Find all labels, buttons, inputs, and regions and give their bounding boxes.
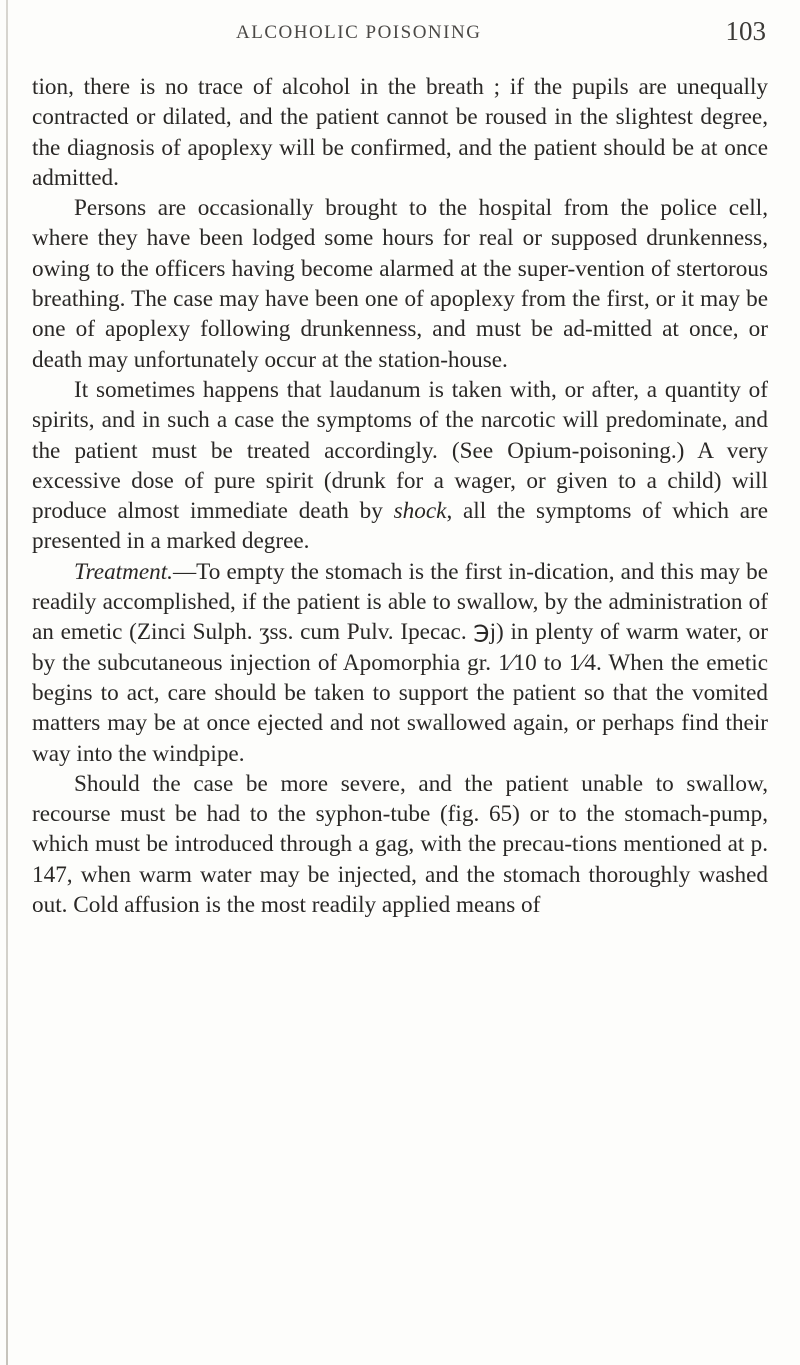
italic-term-shock: shock (393, 498, 447, 525)
body-text (32, 72, 768, 920)
page-number: 103 (725, 16, 766, 46)
paragraph-laudanum-text: It sometimes happens that laudanum is taken with, or after, a quantity of spirits, and in such a case the symptoms of the narcotic will predominate, and the patient must be treated accordingly. (See Opium-poisoning.) A very excessive dose of pure spirit (drunk for a wager, or given to a child) will produce almost immediate death by (32, 376, 768, 525)
paragraph-laudanum-tail: , all the symptoms of which are presented in a marked degree. (32, 498, 768, 555)
running-title: ALCOHOLIC POISONING (236, 22, 482, 43)
paragraph-treatment (32, 557, 768, 769)
paragraph-continuation: tion, there is no trace of alcohol in the breath ; if the pupils are unequally contracted or dilated, and the patient cannot be roused in the slightest degree, the diagnosis of apoplexy will be confirmed, and the patient should be at once admitted. (32, 74, 768, 191)
paragraph-police-cell: Persons are occasionally brought to the hospital from the police cell, where they have been lodged some hours for real or supposed drunkenness, owing to the officers having become alarmed at the super-vention of stertorous breathing. The case may have been one of apoplexy from the first, or it may be one of apoplexy following drunkenness, and must be ad-mitted at once, or death may unfortunately occur at the station-house. (32, 195, 768, 373)
paragraph-treatment-text: —To empty the stomach is the first in-dication, and this may be readily accomplished, if the patient is able to swallow, by the administration of an emetic (Zinci Sulph. ʒss. cum Pulv. Ipecac. ℈j) in plenty of warm water, or by the subcutaneous injection of Apomorphia gr. 1⁄10 to 1⁄4. When the emetic begins to act, care should be taken to support the patient so that the vomited matters may be at once ejected and not swallowed again, or perhaps find their way into the windpipe. (32, 558, 768, 767)
treatment-heading: Treatment. (74, 558, 173, 585)
page-header (236, 16, 766, 52)
page-gutter-edge (6, 0, 8, 1365)
paragraph-severe-case: Should the case be more severe, and the patient unable to swallow, recourse must be had to the syphon-tube (fig. 65) or to the stomach-pump, which must be introduced through a gag, with the precau-tions mentioned at p. 147, when warm water may be injected, and the stomach thoroughly washed out. Cold affusion is the most readily applied means of (32, 770, 768, 919)
paragraph-laudanum (32, 375, 768, 557)
